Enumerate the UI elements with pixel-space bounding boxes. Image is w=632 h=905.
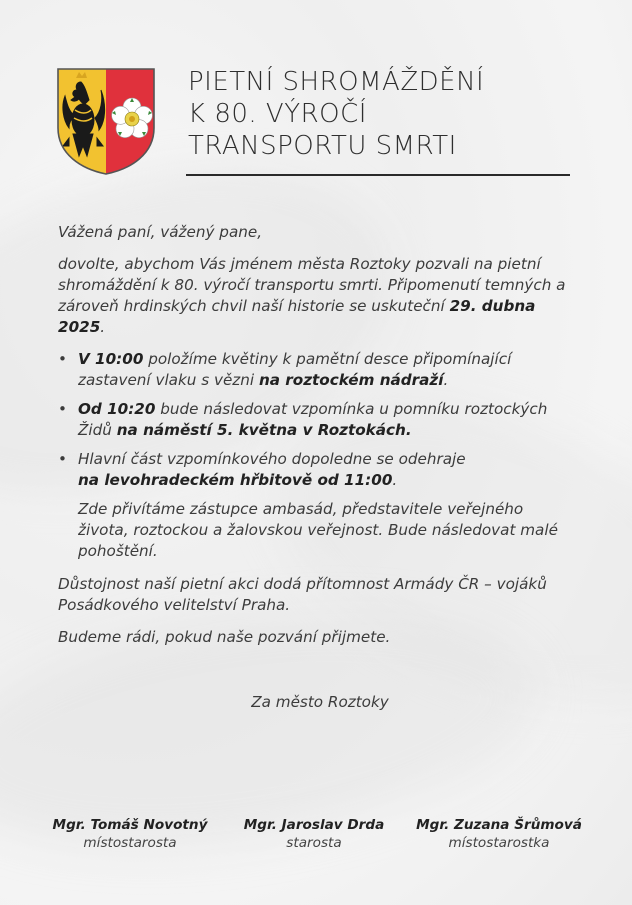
continuation-paragraph: Zde přivítáme zástupce ambasád, představitele veřejného života, roztockou a žalovskou veřejnost. Bude následovat malé pohoštění. <box>78 500 558 560</box>
sign-off: Za město Roztoky <box>251 693 389 711</box>
item-end: . <box>392 471 398 489</box>
item-end: . <box>443 371 449 389</box>
signature-block <box>404 816 594 852</box>
title-divider <box>186 174 570 176</box>
item-text: položíme květiny k pamětní desce připomínající zastavení vlaku s vězni <box>78 350 512 389</box>
coat-of-arms-icon <box>55 66 157 176</box>
list-item <box>58 399 568 441</box>
event-date: 29. dubna 2025 <box>58 297 536 336</box>
program-list <box>58 349 568 491</box>
item-text: Hlavní část vzpomínkového dopoledne se odehraje <box>78 450 466 468</box>
closing-wish: Budeme rádi, pokud naše pozvání přijmete. <box>58 628 391 646</box>
item-text: bude následovat vzpomínka u pomníku roztockých Židů <box>78 400 548 439</box>
letter-body <box>58 222 568 659</box>
signature-block <box>224 816 404 852</box>
item-place: na náměstí 5. května v Roztokách. <box>116 421 412 439</box>
signatory-name: Mgr. Zuzana Šrůmová <box>416 817 582 833</box>
item-time: Od 10:20 <box>78 400 156 418</box>
title-line: K 80. VÝROČÍ <box>188 99 367 129</box>
title-line: TRANSPORTU SMRTI <box>188 131 457 161</box>
list-item <box>58 449 568 491</box>
signatory-name: Mgr. Jaroslav Drda <box>243 817 385 833</box>
signatory-role: starosta <box>286 835 342 851</box>
bullet-icon: • <box>58 450 67 468</box>
item-time: V 10:00 <box>78 350 144 368</box>
page-title <box>188 66 578 162</box>
title-line: PIETNÍ SHROMÁŽDĚNÍ <box>188 67 485 97</box>
signatory-name: Mgr. Tomáš Novotný <box>52 817 208 833</box>
list-item <box>58 349 568 391</box>
salutation: Vážená paní, vážený pane, <box>58 223 263 241</box>
intro-text: dovolte, abychom Vás jménem města Roztoky pozvali na pietní shromáždění k 80. výročí transportu smrti. Připomenutí temných a zároveň hrdinských chvil naší historie se uskuteční <box>58 255 566 315</box>
intro-end: . <box>100 318 106 336</box>
bullet-icon: • <box>58 400 67 418</box>
intro-paragraph <box>58 254 568 338</box>
signature-block <box>40 816 220 852</box>
signatory-role: místostarosta <box>83 835 177 851</box>
bullet-icon: • <box>58 350 67 368</box>
army-paragraph: Důstojnost naší pietní akci dodá přítomnost Armády ČR – vojáků Posádkového velitelství Praha. <box>58 575 547 614</box>
item-place: na levohradeckém hřbitově od 11:00 <box>78 471 393 489</box>
signatory-role: místostarostka <box>448 835 550 851</box>
item-place: na roztockém nádraží <box>258 371 444 389</box>
